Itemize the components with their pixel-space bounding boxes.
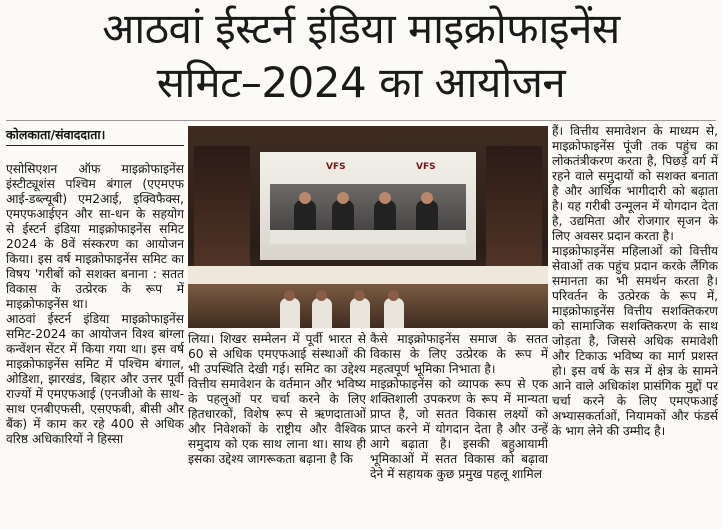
headline-line-1: आठवां ईस्टर्न इंडिया माइक्रोफाइनेंस (102, 4, 620, 53)
paragraph: हैं। वित्तीय समावेशन के माध्यम से, माइक्रोफाइनेंस पूंजी तक पहुंच का लोकतंत्रीकरण करता है, पिछड़े वर्ग में रहने वाले समुदायों को सशक्त बनाता है और आर्थिक भागीदारी को बढ़ाता है। यह गरीबी उन्मूलन में योगदान देता है, उद्यमिता और रोजगार सृजन के लिए अवसर प्रदान करता है। (552, 124, 718, 243)
event-photo (188, 126, 548, 328)
stage-screen (260, 152, 476, 260)
article-column-2 (188, 332, 366, 528)
dateline: कोलकाता/संवाददाता। (6, 126, 184, 146)
paragraph: कैसे माइक्रोफाइनेंस समाज के सतत विकास के लिए उत्प्रेरक के रूप में महत्वपूर्ण भूमिका निभाता है। (370, 332, 548, 376)
article-column-3 (370, 332, 548, 528)
paragraph: माइक्रोफाइनेंस महिलाओं को वित्तीय सेवाओं तक पहुंच प्रदान करके लैंगिक समानता का भी समर्थन करता है। परिवर्तन के उत्प्रेरक के रूप में, माइक्रोफाइनेंस वित्तीय सशक्तिकरण को सामाजिक सशक्तिकरण के साथ जोड़ता है, जिससे अधिक समावेशी और टिकाऊ भविष्य का मार्ग प्रशस्त हो। इस वर्ष के सत्र में क्षेत्र के सामने आने वाले अधिकांश प्रासंगिक मुद्दों पर चर्चा करने के लिए एमएफआई अभ्यासकर्ताओं, नियामकों और फंडर्स के भाग लेने की उम्मीद है। (552, 244, 718, 438)
vfs-logo: VFS (416, 162, 436, 172)
sponsor-strip (188, 266, 548, 284)
vfs-logo: VFS (326, 162, 346, 172)
paragraph: माइक्रोफाइनेंस को व्यापक रूप से एक शक्तिशाली उपकरण के रूप में मान्यता प्राप्त है, जो सतत विकास लक्ष्यों को प्राप्त करने में योगदान देता है और उन्हें आगे बढ़ाता है। इसकी बहुआयामी भूमिकाओं में सतत विकास को बढ़ावा देने में सहायक कुछ प्रमुख पहलू शामिल (370, 377, 548, 481)
headline-line-2: समिट–2024 का आयोजन (156, 58, 566, 107)
paragraph: लिया। शिखर सम्मेलन में पूर्वी भारत से 60 से अधिक एमएफआई संस्थाओं की भी उपस्थिति देखी गई। समिट का उद्देश्य वित्तीय समावेशन के वर्तमान और भविष्य के पहलुओं पर चर्चा करने के लिए हितधारकों, विशेष रूप से ऋणदाताओं और निवेशकों के राष्ट्रीय और वैश्विक समुदाय को एक साथ लाना था। साथ ही इसका उद्देश्य जागरूकता बढ़ाना है कि (188, 332, 366, 466)
sponsor-logos (266, 158, 470, 180)
paragraph: आठवां ईस्टर्न इंडिया माइक्रोफाइनेंस समिट-2024 का आयोजन विश्व बांग्ला कन्वेंशन सेंटर में किया गया था। इस वर्ष माइक्रोफाइनेंस समिट में पश्चिम बंगाल, ओडिशा, झारखंड, बिहार और उत्तर पूर्वी राज्यों में एमएफआई (एनजीओ के साथ-साथ एनबीएफसी, एसएफबी, बीसी और बैंक) में काम कर रहे 400 से अधिक वरिष्ठ अधिकारियों ने हिस्सा (6, 312, 184, 446)
article-column-1 (6, 162, 184, 528)
article-column-4 (552, 124, 718, 528)
stage-front (188, 284, 548, 328)
paragraph: एसोसिएशन ऑफ माइक्रोफाइनेंस इंस्टीट्यूशंस पश्चिम बंगाल (एएमएफ आई-डब्ल्यूबी) एम2आई, इक्विफैक्स, एमएफआईएन और सा-धन के सहयोग से ईस्टर्न इंडिया माइक्रोफाइनेंस समिट 2024 के 8वें संस्करण का आयोजन किया। इस वर्ष माइक्रोफाइनेंस समिट का विषय 'गरीबों को सशक्त बनाना : सतत विकास के उत्प्रेरक के रूप में माइक्रोफाइनेंस था। (6, 162, 184, 311)
panel-video-feed (270, 184, 466, 244)
headline-rule (6, 120, 716, 121)
